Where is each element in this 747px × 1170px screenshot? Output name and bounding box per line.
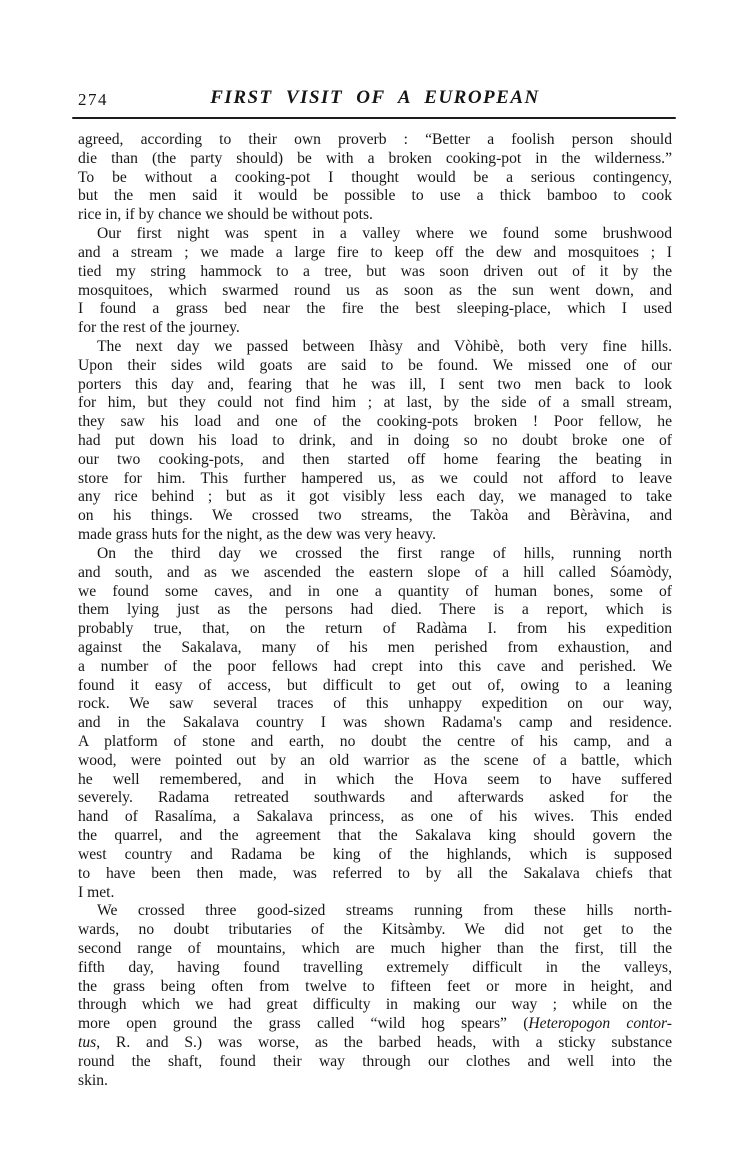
paragraph bbox=[78, 338, 672, 545]
page-body bbox=[78, 131, 672, 1090]
text-line: rice in, if by chance we should be without pots. bbox=[78, 206, 373, 224]
text-line: he well remembered, and in which the Hova seem to have suffered bbox=[78, 770, 672, 788]
text-line: We crossed three good-sized streams running from these hills north- bbox=[97, 902, 672, 920]
text-line: porters this day and, fearing that he was ill, I sent two men back to look bbox=[78, 375, 672, 393]
text-line: store for him. This further hampered us, as we could not afford to leave bbox=[78, 469, 672, 487]
running-header bbox=[78, 87, 672, 111]
text-line: The next day we passed between Ihàsy and Vòhibè, both very fine hills. bbox=[97, 337, 672, 355]
text-line: more open ground the grass called “wild hog spears” (Heteropogon contor- bbox=[78, 1015, 672, 1033]
text-line: any rice behind ; but as it got visibly less each day, we managed to take bbox=[78, 488, 672, 506]
text-line: round the shaft, found their way through our clothes and well into the bbox=[78, 1052, 672, 1070]
text-line: we found some caves, and in one a quantity of human bones, some of bbox=[78, 582, 672, 600]
text-line: the grass being often from twelve to fifteen feet or more in height, and bbox=[78, 977, 672, 995]
text-line: tied my string hammock to a tree, but was soon driven out of it by the bbox=[78, 262, 672, 280]
text-line: Our first night was spent in a valley where we found some brushwood bbox=[97, 225, 672, 243]
paragraph bbox=[78, 545, 672, 902]
text-line: and a stream ; we made a large fire to keep off the dew and mosquitoes ; I bbox=[78, 243, 672, 261]
text-line: second range of mountains, which are much higher than the first, till the bbox=[78, 939, 672, 957]
text-line: tus, R. and S.) was worse, as the barbed heads, with a sticky substance bbox=[78, 1034, 672, 1051]
text-line: and in the Sakalava country I was shown Radama's camp and residence. bbox=[78, 714, 672, 732]
text-line: hand of Rasalíma, a Sakalava princess, as one of his wives. This ended bbox=[78, 808, 672, 826]
text-line: made grass huts for the night, as the dew was very heavy. bbox=[78, 526, 436, 544]
paragraph bbox=[78, 902, 672, 1090]
text-line: agreed, according to their own proverb : “Better a foolish person should bbox=[78, 131, 672, 148]
text-line: them lying just as the persons had died. There is a report, which is bbox=[78, 601, 672, 619]
text-line: I met. bbox=[78, 883, 115, 901]
text-line: A platform of stone and earth, no doubt the centre of his camp, and a bbox=[78, 733, 672, 750]
text-line: west country and Radama be king of the highlands, which is supposed bbox=[78, 845, 672, 863]
text-line: On the third day we crossed the first range of hills, running north bbox=[97, 544, 672, 562]
text-line: for the rest of the journey. bbox=[78, 319, 240, 337]
text-line: die than (the party should) be with a broken cooking-pot in the wilderness.” bbox=[78, 149, 672, 167]
text-line: for him, but they could not find him ; at last, by the side of a small stream, bbox=[78, 394, 672, 412]
running-title: FIRST VISIT OF A EUROPEAN bbox=[210, 87, 540, 108]
header-rule bbox=[72, 117, 676, 119]
paragraph bbox=[78, 131, 672, 225]
paragraph bbox=[78, 225, 672, 338]
text-line: severely. Radama retreated southwards and afterwards asked for the bbox=[78, 789, 672, 807]
text-line: the quarrel, and the agreement that the Sakalava king should govern the bbox=[78, 827, 672, 845]
text-line: a number of the poor fellows had crept into this cave and perished. We bbox=[78, 657, 672, 675]
text-line: probably true, that, on the return of Radàma I. from his expedition bbox=[78, 620, 672, 638]
text-line: I found a grass bed near the fire the best sleeping-place, which I used bbox=[78, 300, 672, 318]
page-number: 274 bbox=[78, 90, 108, 109]
text-line: against the Sakalava, many of his men perished from exhaustion, and bbox=[78, 638, 672, 656]
text-line: found it easy of access, but difficult to get out of, owing to a leaning bbox=[78, 676, 672, 694]
text-line: wood, were pointed out by an old warrior as the scene of a battle, which bbox=[78, 751, 672, 769]
text-line: but the men said it would be possible to use a thick bamboo to cook bbox=[78, 187, 672, 205]
text-line: our two cooking-pots, and then started off home fearing the beating in bbox=[78, 450, 672, 468]
text-line: To be without a cooking-pot I thought would be a serious contingency, bbox=[78, 168, 672, 186]
text-line: mosquitoes, which swarmed round us as soon as the sun went down, and bbox=[78, 281, 672, 299]
text-line: had put down his load to drink, and in doing so no doubt broke one of bbox=[78, 432, 672, 449]
text-line: skin. bbox=[78, 1071, 108, 1089]
text-line: Upon their sides wild goats are said to be found. We missed one of our bbox=[78, 356, 672, 374]
text-line: to have been then made, was referred to by all the Sakalava chiefs that bbox=[78, 864, 672, 882]
text-line: they saw his load and one of the cooking-pots broken ! Poor fellow, he bbox=[78, 413, 672, 431]
text-line: through which we had great difficulty in making our way ; while on the bbox=[78, 996, 672, 1014]
text-line: fifth day, having found travelling extremely difficult in the valleys, bbox=[78, 958, 672, 976]
text-line: rock. We saw several traces of this unhappy expedition on our way, bbox=[78, 695, 672, 713]
text-line: and south, and as we ascended the eastern slope of a hill called Sóamòdy, bbox=[78, 563, 672, 581]
text-line: wards, no doubt tributaries of the Kitsàmby. We did not get to the bbox=[78, 921, 672, 939]
text-line: on his things. We crossed two streams, the Takòa and Bèràvina, and bbox=[78, 507, 672, 525]
